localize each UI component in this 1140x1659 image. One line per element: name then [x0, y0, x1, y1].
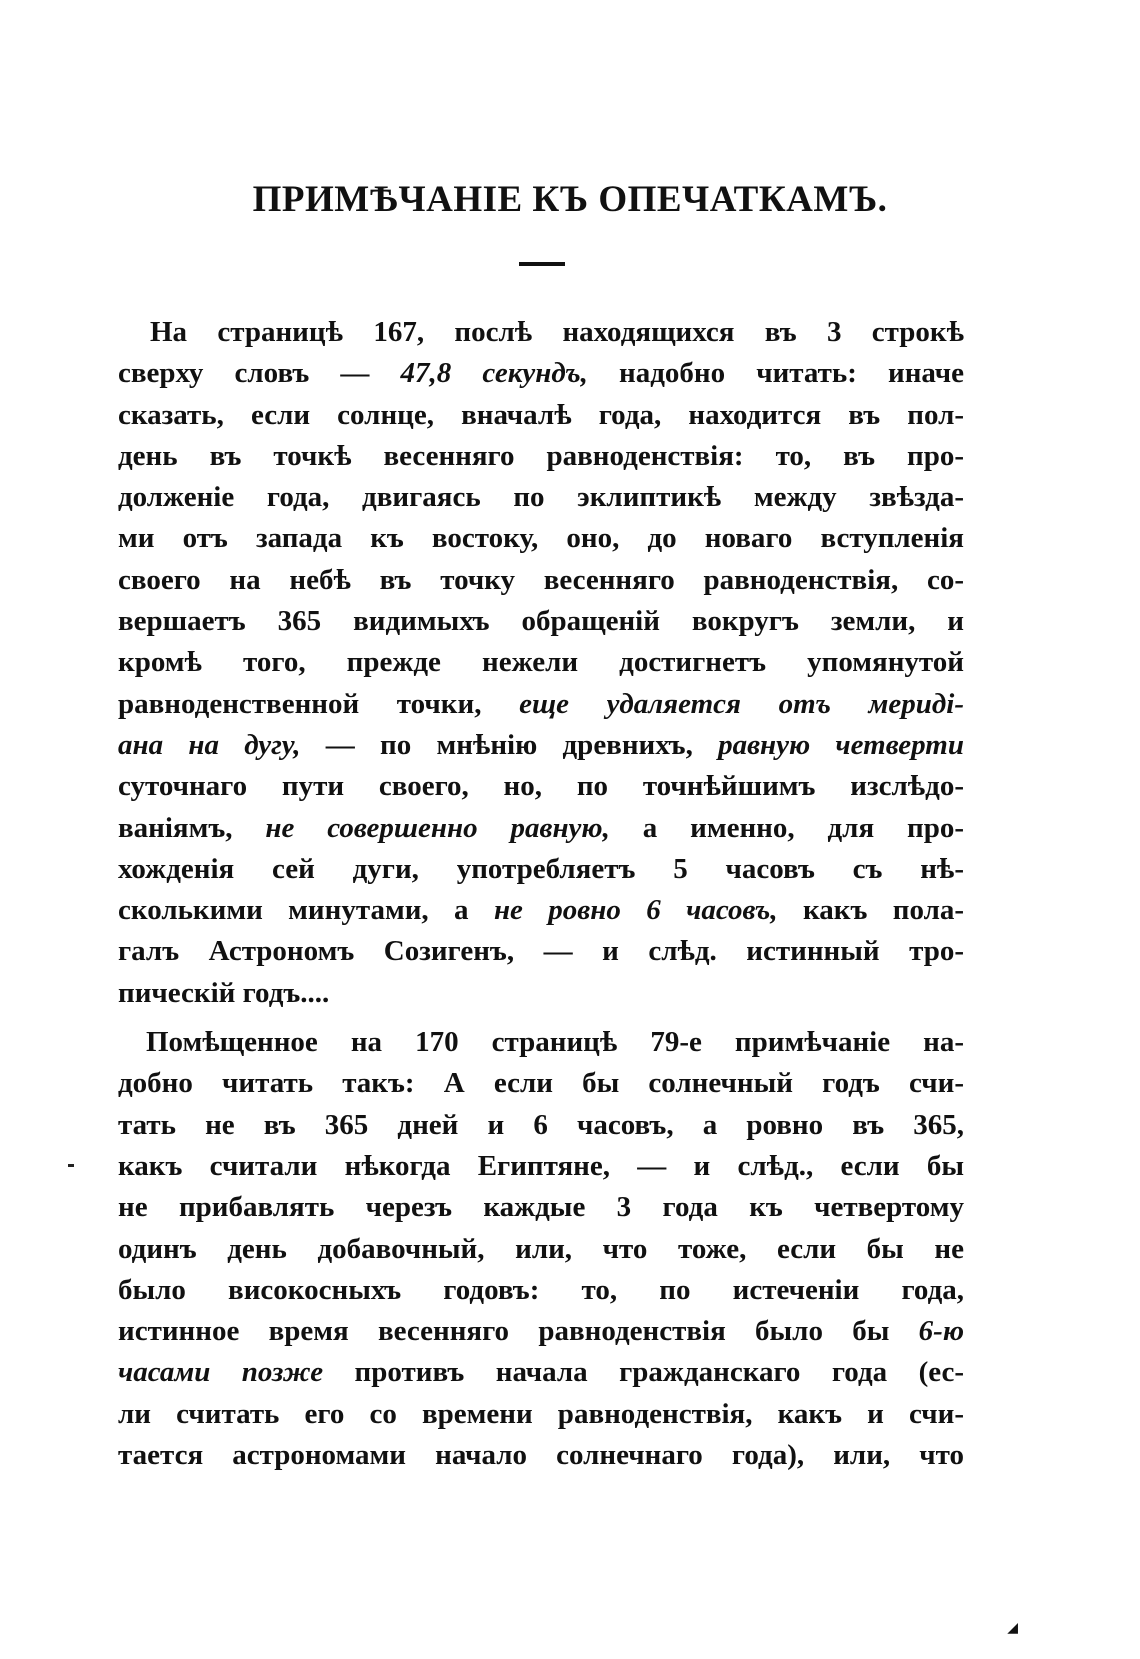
text-segment: добно читать такъ: А если бы солнечный годъ счи- [118, 1067, 964, 1100]
print-speck [68, 1164, 74, 1167]
italic-segment: ана на дугу, [118, 728, 301, 761]
paragraph [118, 312, 964, 1014]
title-divider [519, 262, 565, 266]
text-line [118, 312, 964, 353]
text-line [118, 436, 964, 477]
text-line [118, 725, 964, 766]
text-line [118, 1022, 964, 1063]
text-segment: сверху словъ — [118, 357, 401, 390]
text-line [118, 560, 964, 601]
text-segment: сказать, если солнце, вначалѣ года, находится въ пол- [118, 398, 964, 431]
text-segment: ли считать его со времени равноденствія, какъ и счи- [118, 1397, 964, 1430]
text-segment: какъ пола- [777, 894, 964, 927]
text-segment: тать не въ 365 дней и 6 часовъ, а ровно въ 365, [118, 1108, 964, 1141]
text-line [118, 1270, 964, 1311]
text-line [118, 477, 964, 518]
text-segment: На страницѣ 167, послѣ находящихся въ 3 строкѣ [150, 316, 964, 348]
text-segment: а именно, для про- [609, 811, 964, 844]
text-line [118, 890, 964, 931]
text-line [118, 642, 964, 683]
text-segment: день въ точкѣ весенняго равноденствія: то, въ про- [118, 439, 964, 472]
italic-segment: 6-ю [918, 1315, 964, 1348]
italic-segment: еще удаляется отъ мериді- [519, 687, 964, 720]
text-line [118, 684, 964, 725]
text-segment: суточнаго пути своего, но, по точнѣйшимъ изслѣдо- [118, 770, 964, 803]
text-segment: хожденія сей дуги, употребляетъ 5 часовъ съ нѣ- [118, 852, 964, 885]
text-segment: ми отъ запада къ востоку, оно, до новаго вступленія [118, 522, 964, 555]
text-line [118, 766, 964, 807]
text-line [118, 1394, 964, 1435]
text-segment: какъ считали нѣкогда Египтяне, — и слѣд., если бы [118, 1149, 964, 1182]
text-segment: Помѣщенное на 170 страницѣ 79-е примѣчаніе на- [146, 1026, 964, 1059]
text-line [118, 1311, 964, 1352]
text-segment: истинное время весенняго равноденствія было бы [118, 1315, 919, 1348]
text-segment: долженіе года, двигаясь по эклиптикѣ между звѣзда- [118, 481, 964, 514]
text-segment: вершаетъ 365 видимыхъ обращеній вокругъ земли, и [118, 605, 964, 638]
text-segment: было високосныхъ годовъ: то, по истеченіи года, [118, 1273, 964, 1306]
text-line [118, 1435, 964, 1476]
text-line [118, 1352, 964, 1393]
text-line [118, 973, 964, 1014]
body-text [118, 312, 964, 1476]
italic-segment: равную четверти [718, 728, 964, 761]
text-line [118, 1105, 964, 1146]
text-segment: тается астрономами начало солнечнаго года), или, что [118, 1439, 964, 1472]
text-segment: не прибавлять черезъ каждые 3 года къ четвертому [118, 1191, 964, 1224]
text-line [118, 395, 964, 436]
text-line [118, 808, 964, 849]
text-segment: галъ Астрономъ Созигенъ, — и слѣд. истинный тро- [118, 935, 964, 968]
italic-segment: не ровно 6 часовъ, [493, 894, 778, 927]
text-line [118, 1063, 964, 1104]
text-line [118, 1187, 964, 1228]
text-segment: пическій годъ.... [118, 976, 330, 1009]
text-segment: противъ начала гражданскаго года (ес- [323, 1356, 964, 1389]
page-title: ПРИМѢЧАНІЕ КЪ ОПЕЧАТКАМЪ. [252, 179, 888, 220]
text-segment: равноденственной точки, [118, 687, 520, 720]
text-segment: ваніямъ, [118, 811, 266, 844]
text-segment: сколькими минутами, а [118, 894, 494, 927]
text-segment: одинъ день добавочный, или, что тоже, если бы не [118, 1232, 964, 1265]
text-segment: кромѣ того, прежде нежели достигнетъ упомянутой [118, 646, 964, 679]
italic-segment: 47,8 секундъ, [400, 357, 588, 390]
text-segment: надобно читать: иначе [587, 357, 964, 390]
text-line [118, 353, 964, 394]
text-line [118, 1229, 964, 1270]
text-line [118, 518, 964, 559]
italic-segment: часами позже [118, 1356, 324, 1389]
text-line [118, 849, 964, 890]
text-line [118, 931, 964, 972]
text-line [118, 601, 964, 642]
text-segment: своего на небѣ въ точку весенняго равноденствія, со- [118, 563, 964, 596]
paragraph [118, 1022, 964, 1476]
text-segment: — по мнѣнію древнихъ, [300, 728, 719, 761]
corner-mark: ◢ [1007, 1620, 1018, 1636]
text-line [118, 1146, 964, 1187]
italic-segment: не совершенно равную, [265, 811, 610, 844]
